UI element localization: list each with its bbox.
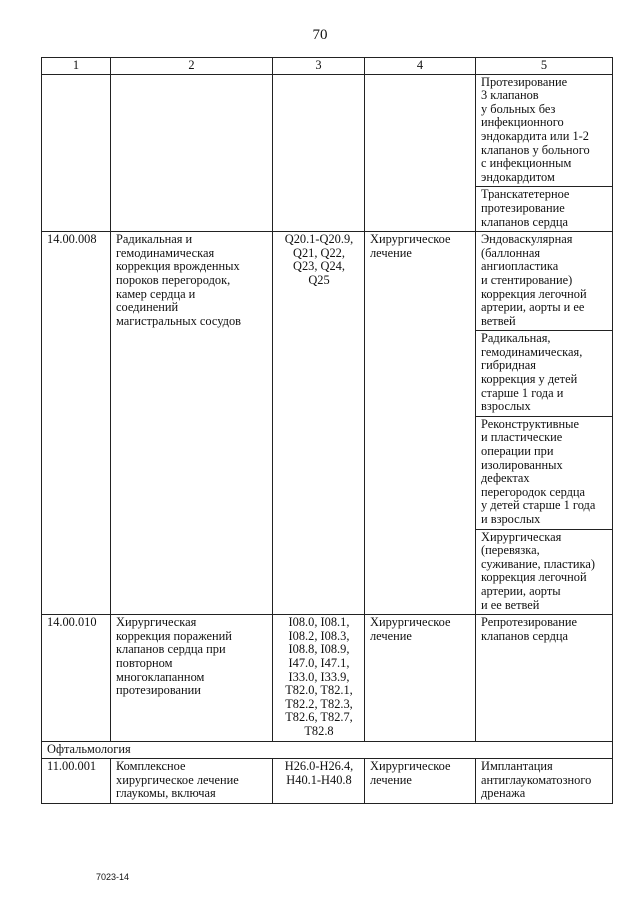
- name-cell: Комплексное хирургическое лечение глаукомы, включая: [111, 759, 273, 804]
- treatment-cell: Хирургическое лечение: [365, 232, 476, 615]
- code-cell: 11.00.001: [42, 759, 111, 804]
- treatment-cell: Хирургическое лечение: [365, 615, 476, 741]
- icd-cell: I08.0, I08.1, I08.2, I08.3, I08.8, I08.9, I47.0, I47.1, I33.0, I33.9, T82.0, T82.1, T82.2, T82.3, T82.6, T82.7, T82.8: [273, 615, 365, 741]
- code-cell: 14.00.010: [42, 615, 111, 741]
- name-cell: Радикальная и гемодинамическая коррекция врожденных пороков перегородок, камер сердца и соединений магистральных сосудов: [111, 232, 273, 615]
- table-row: [42, 74, 613, 187]
- column-header-4: 4: [365, 58, 476, 75]
- method-cell: Протезирование 3 клапанов у больных без инфекционного эндокардита или 1-2 клапанов у больного с инфекционным эндокардитом: [476, 74, 613, 187]
- method-cell: Эндоваскулярная (баллонная ангиопластика и стентирование) коррекция легочной артерии, аорты и ее ветвей: [476, 232, 613, 331]
- column-header-2: 2: [111, 58, 273, 75]
- name-cell: [111, 74, 273, 232]
- page-number: 70: [312, 27, 328, 43]
- method-cell: Транскатетерное протезирование клапанов сердца: [476, 187, 613, 232]
- table-row: [42, 615, 613, 741]
- column-header-1: 1: [42, 58, 111, 75]
- treatment-cell: Хирургическое лечение: [365, 759, 476, 804]
- name-cell: Хирургическая коррекция поражений клапанов сердца при повторном многоклапанном протезировании: [111, 615, 273, 741]
- icd-cell: Q20.1-Q20.9, Q21, Q22, Q23, Q24, Q25: [273, 232, 365, 615]
- method-cell: Репротезирование клапанов сердца: [476, 615, 613, 741]
- column-header-3: 3: [273, 58, 365, 75]
- method-cell: Имплантация антиглаукоматозного дренажа: [476, 759, 613, 804]
- method-cell: Хирургическая (перевязка, суживание, пластика) коррекция легочной артерии, аорты и ее ветвей: [476, 529, 613, 615]
- icd-cell: [273, 74, 365, 232]
- icd-cell: H26.0-H26.4, H40.1-H40.8: [273, 759, 365, 804]
- treatment-cell: [365, 74, 476, 232]
- section-row: [42, 741, 613, 759]
- medical-care-table: [41, 57, 613, 804]
- footer-code: 7023-14: [96, 872, 130, 882]
- section-title-ophthalmology: Офтальмология: [42, 741, 613, 759]
- code-cell: 14.00.008: [42, 232, 111, 615]
- column-header-5: 5: [476, 58, 613, 75]
- code-cell: [42, 74, 111, 232]
- method-cell: Радикальная, гемодинамическая, гибридная коррекция у детей старше 1 года и взрослых: [476, 331, 613, 417]
- header-row: [42, 58, 613, 75]
- table-row: [42, 759, 613, 804]
- table-row: [42, 232, 613, 331]
- method-cell: Реконструктивные и пластические операции при изолированных дефектах перегородок сердца у детей старше 1 года и взрослых: [476, 416, 613, 529]
